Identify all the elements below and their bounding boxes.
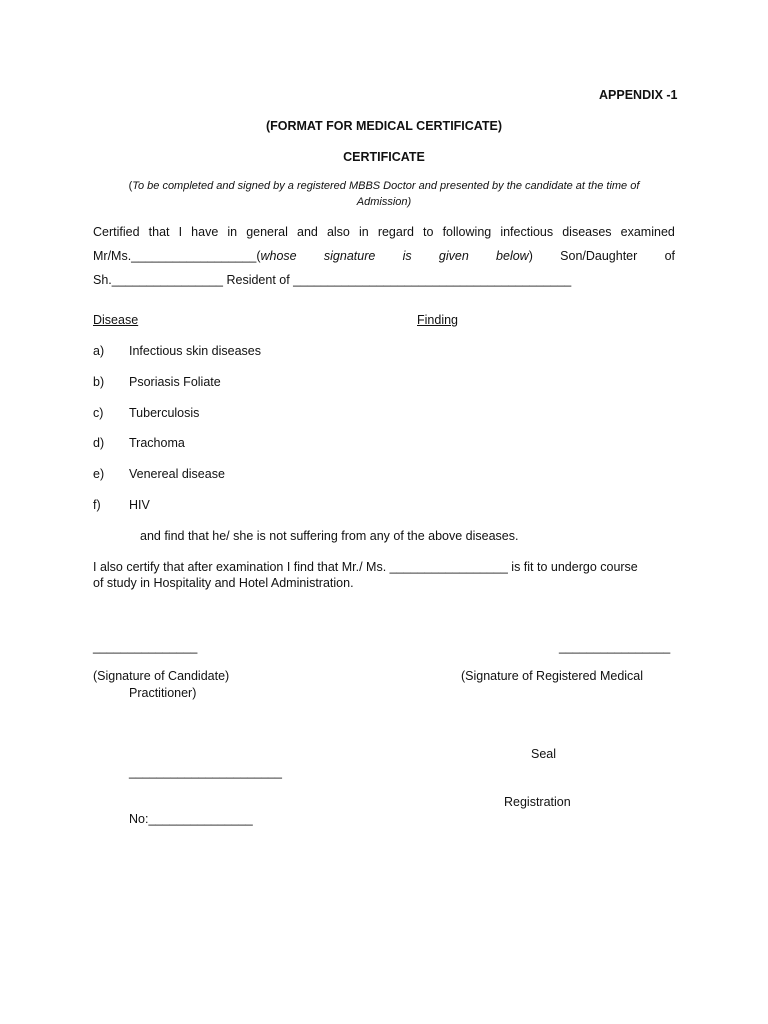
candidate-signature-label: (Signature of Candidate) [93,669,230,683]
candidate-signature-line: _______________ [93,640,198,654]
word: signature [323,249,376,263]
practitioner-signature-label-cont: Practitioner) [129,686,197,700]
word: is [402,249,412,263]
list-marker: f) [93,498,101,512]
word: examined [620,225,675,239]
word: following [442,225,492,239]
certify-line-1: I also certify that after examination I find that Mr./ Ms. _________________ is fit to undergo course [93,560,638,574]
word: regard [377,225,414,239]
word: in [227,225,238,239]
word: I [178,225,183,239]
certified-paragraph-line-2 [93,249,675,263]
finding-header: Finding [417,313,458,327]
practitioner-signature-line: ________________ [559,640,671,654]
word: that [148,225,170,239]
word: diseases [562,225,612,239]
format-title: (FORMAT FOR MEDICAL CERTIFICATE) [265,119,503,133]
list-marker: d) [93,436,105,450]
disease-name: Infectious skin diseases [129,344,262,358]
word: have [191,225,219,239]
name-blank: Mr/Ms.__________________(whose [93,249,297,263]
disease-name: Trachoma [129,436,185,450]
certified-paragraph-line-3: Sh.________________ Resident of ________________________________________ [93,273,572,287]
instruction-line-1: (To be completed and signed by a registered MBBS Doctor and presented by the candidate at the time of [128,180,640,192]
registration-label: Registration [504,795,571,809]
word: also [326,225,350,239]
instruction-line-2: Admission) [356,196,412,208]
word: Son/Daughter [560,249,638,263]
certify-line-2: of study in Hospitality and Hotel Administration. [93,576,354,590]
appendix-label: APPENDIX -1 [599,88,678,102]
word: general [246,225,288,239]
word: of [664,249,675,263]
seal-line: ______________________ [129,765,282,779]
word: to [423,225,434,239]
word: below) [496,249,533,263]
list-marker: c) [93,406,104,420]
word: Certified [93,225,140,239]
word: in [358,225,369,239]
list-marker: e) [93,467,105,481]
word: infectious [500,225,554,239]
word: and [297,225,318,239]
disease-name: Venereal disease [129,467,225,481]
disease-name: Psoriasis Foliate [129,375,221,389]
list-marker: a) [93,344,105,358]
certificate-title: CERTIFICATE [343,150,425,164]
disease-name: HIV [129,498,150,512]
seal-label: Seal [531,747,557,761]
disease-header: Disease [93,313,139,327]
certified-paragraph-line-1 [93,225,675,239]
find-statement: and find that he/ she is not suffering from any of the above diseases. [140,529,519,543]
list-marker: b) [93,375,105,389]
word: given [438,249,469,263]
practitioner-signature-label: (Signature of Registered Medical [461,669,644,683]
registration-number: No:_______________ [129,812,253,826]
disease-name: Tuberculosis [129,406,200,420]
